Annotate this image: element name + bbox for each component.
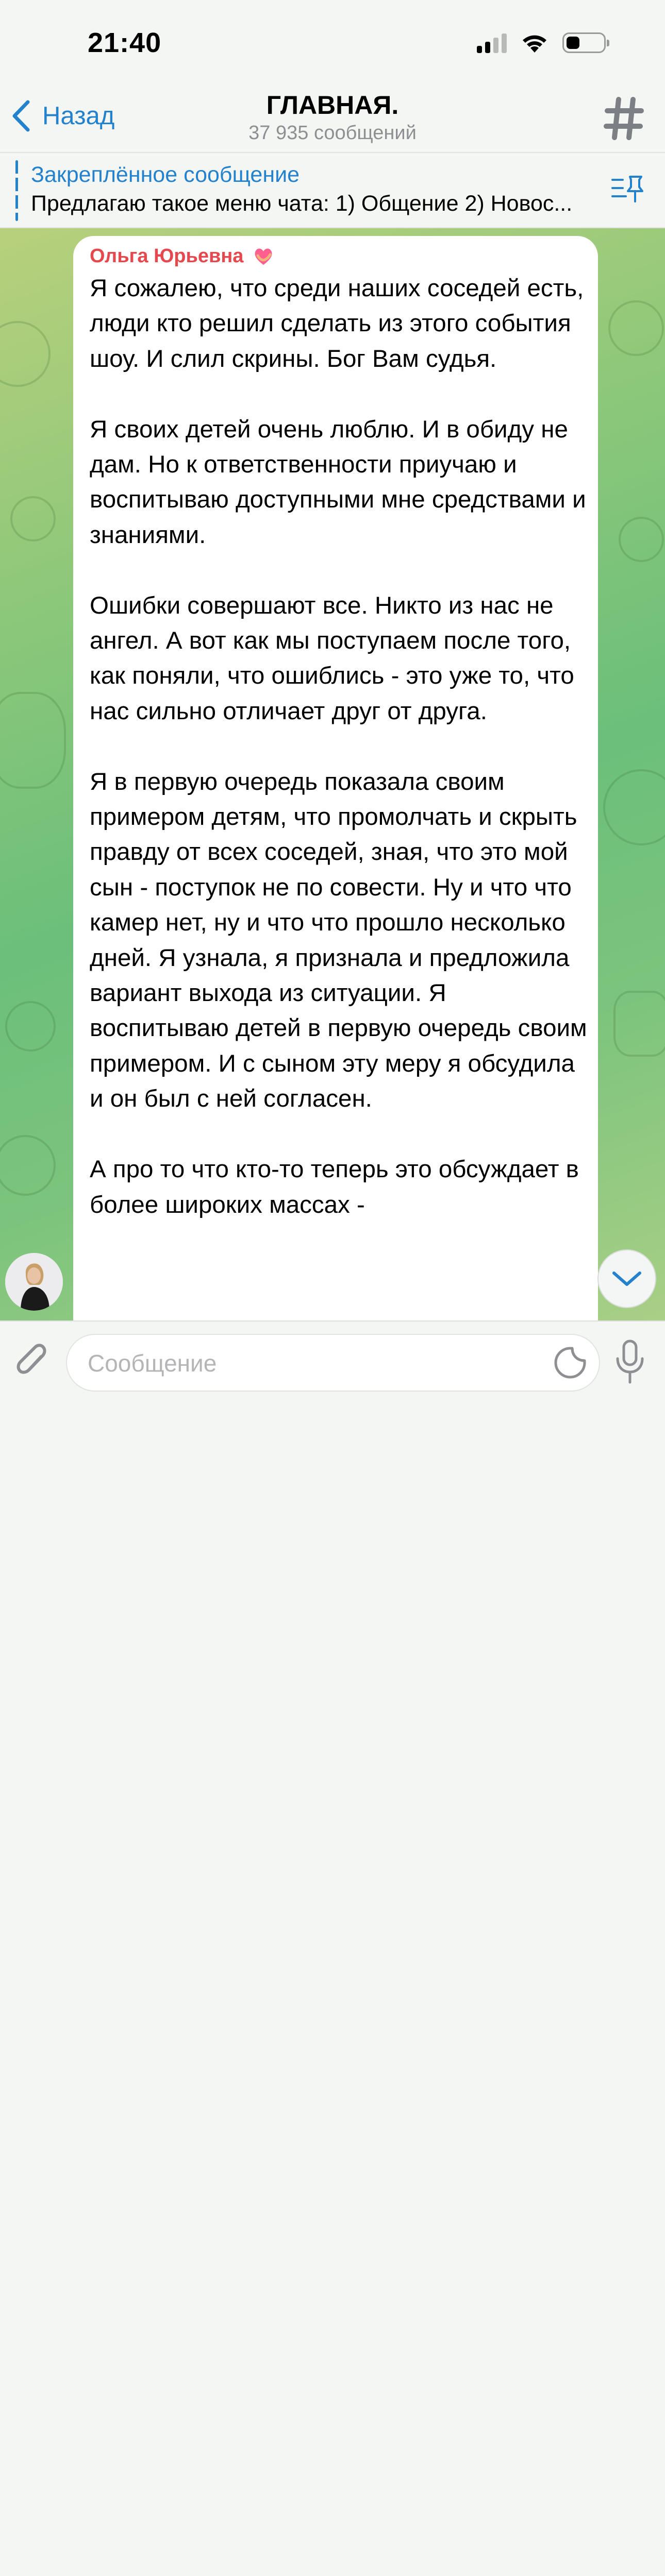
pinned-text: Предлагаю такое меню чата: 1) Общение 2) Новос...	[31, 191, 573, 216]
message-bubble[interactable]	[73, 236, 598, 1338]
scroll-to-bottom-button[interactable]	[597, 1249, 656, 1308]
background-doodle	[603, 769, 665, 845]
signal-bar	[493, 38, 498, 53]
battery-level	[567, 37, 579, 49]
message-input-bar	[0, 1320, 665, 1440]
message-input-container[interactable]	[66, 1334, 600, 1392]
cellular-signal-icon	[477, 32, 507, 53]
background-doodle	[619, 517, 664, 562]
background-doodle	[10, 496, 56, 541]
back-label: Назад	[42, 102, 115, 130]
pinned-indicator	[15, 160, 18, 221]
message-input[interactable]	[87, 1335, 542, 1392]
status-bar	[0, 0, 665, 85]
pinned-message-bar[interactable]	[0, 152, 665, 228]
wifi-icon	[520, 32, 549, 54]
sender-name: Ольга Юрьевна	[90, 245, 244, 267]
heart-hands-emoji-icon	[252, 244, 275, 268]
pinned-title: Закреплённое сообщение	[31, 162, 300, 187]
chat-header	[0, 85, 665, 152]
microphone-icon[interactable]	[614, 1339, 645, 1385]
message-sender[interactable]	[90, 244, 275, 268]
message-paragraph: Ошибки совершают все. Никто из нас не ангел. А вот как мы поступаем после того, как поняли, что ошиблись - это уже то, что нас сильно отличает друг от друга.	[90, 591, 574, 725]
message-paragraph: Я в первую очередь показала своим примером детям, что промолчать и скрыть правду от всех соседей, зная, что это мой сын - поступок не по совести. Ну и что что камер нет, ну и что что прошло несколько дней. Я узнала, я признала и предложила вариант выхода из ситуации. Я воспитываю детей в первую очередь своим примером. И с сыном эту меру я обсудила и он был с ней согласен.	[90, 768, 587, 1113]
battery-icon	[562, 32, 606, 53]
background-doodle	[608, 300, 664, 356]
pinned-list-icon[interactable]	[610, 174, 644, 205]
background-doodle	[5, 1001, 56, 1052]
chevron-down-icon	[612, 1270, 642, 1287]
paperclip-icon[interactable]	[14, 1342, 52, 1383]
signal-bar	[485, 42, 490, 53]
signal-bar	[502, 33, 507, 53]
status-icons	[477, 32, 606, 54]
status-time: 21:40	[88, 27, 162, 58]
chat-title[interactable]: ГЛАВНАЯ.	[266, 91, 399, 120]
message-count: 37 935 сообщений	[248, 122, 417, 144]
background-doodle	[0, 321, 51, 387]
background-doodle	[613, 991, 665, 1057]
hashtag-icon[interactable]	[603, 95, 644, 142]
sender-avatar[interactable]	[5, 1253, 63, 1311]
signal-bar	[477, 46, 482, 53]
message-text	[90, 271, 590, 1258]
sticker-icon[interactable]	[553, 1345, 588, 1380]
avatar-photo	[5, 1253, 63, 1311]
message-paragraph: Я своих детей очень люблю. И в обиду не дам. Но к ответственности приучаю и воспитываю доступными мне средствами и знаниями.	[90, 415, 586, 549]
background-doodle	[0, 1135, 56, 1196]
background-doodle	[0, 692, 66, 789]
message-paragraph: Я сожалею, что среди наших соседей есть, люди кто решил сделать из этого события шоу. И слил скрины. Бог Вам судья.	[90, 275, 584, 372]
message-paragraph: А про то что кто-то теперь это обсуждает в более широких массах -	[90, 1156, 579, 1218]
